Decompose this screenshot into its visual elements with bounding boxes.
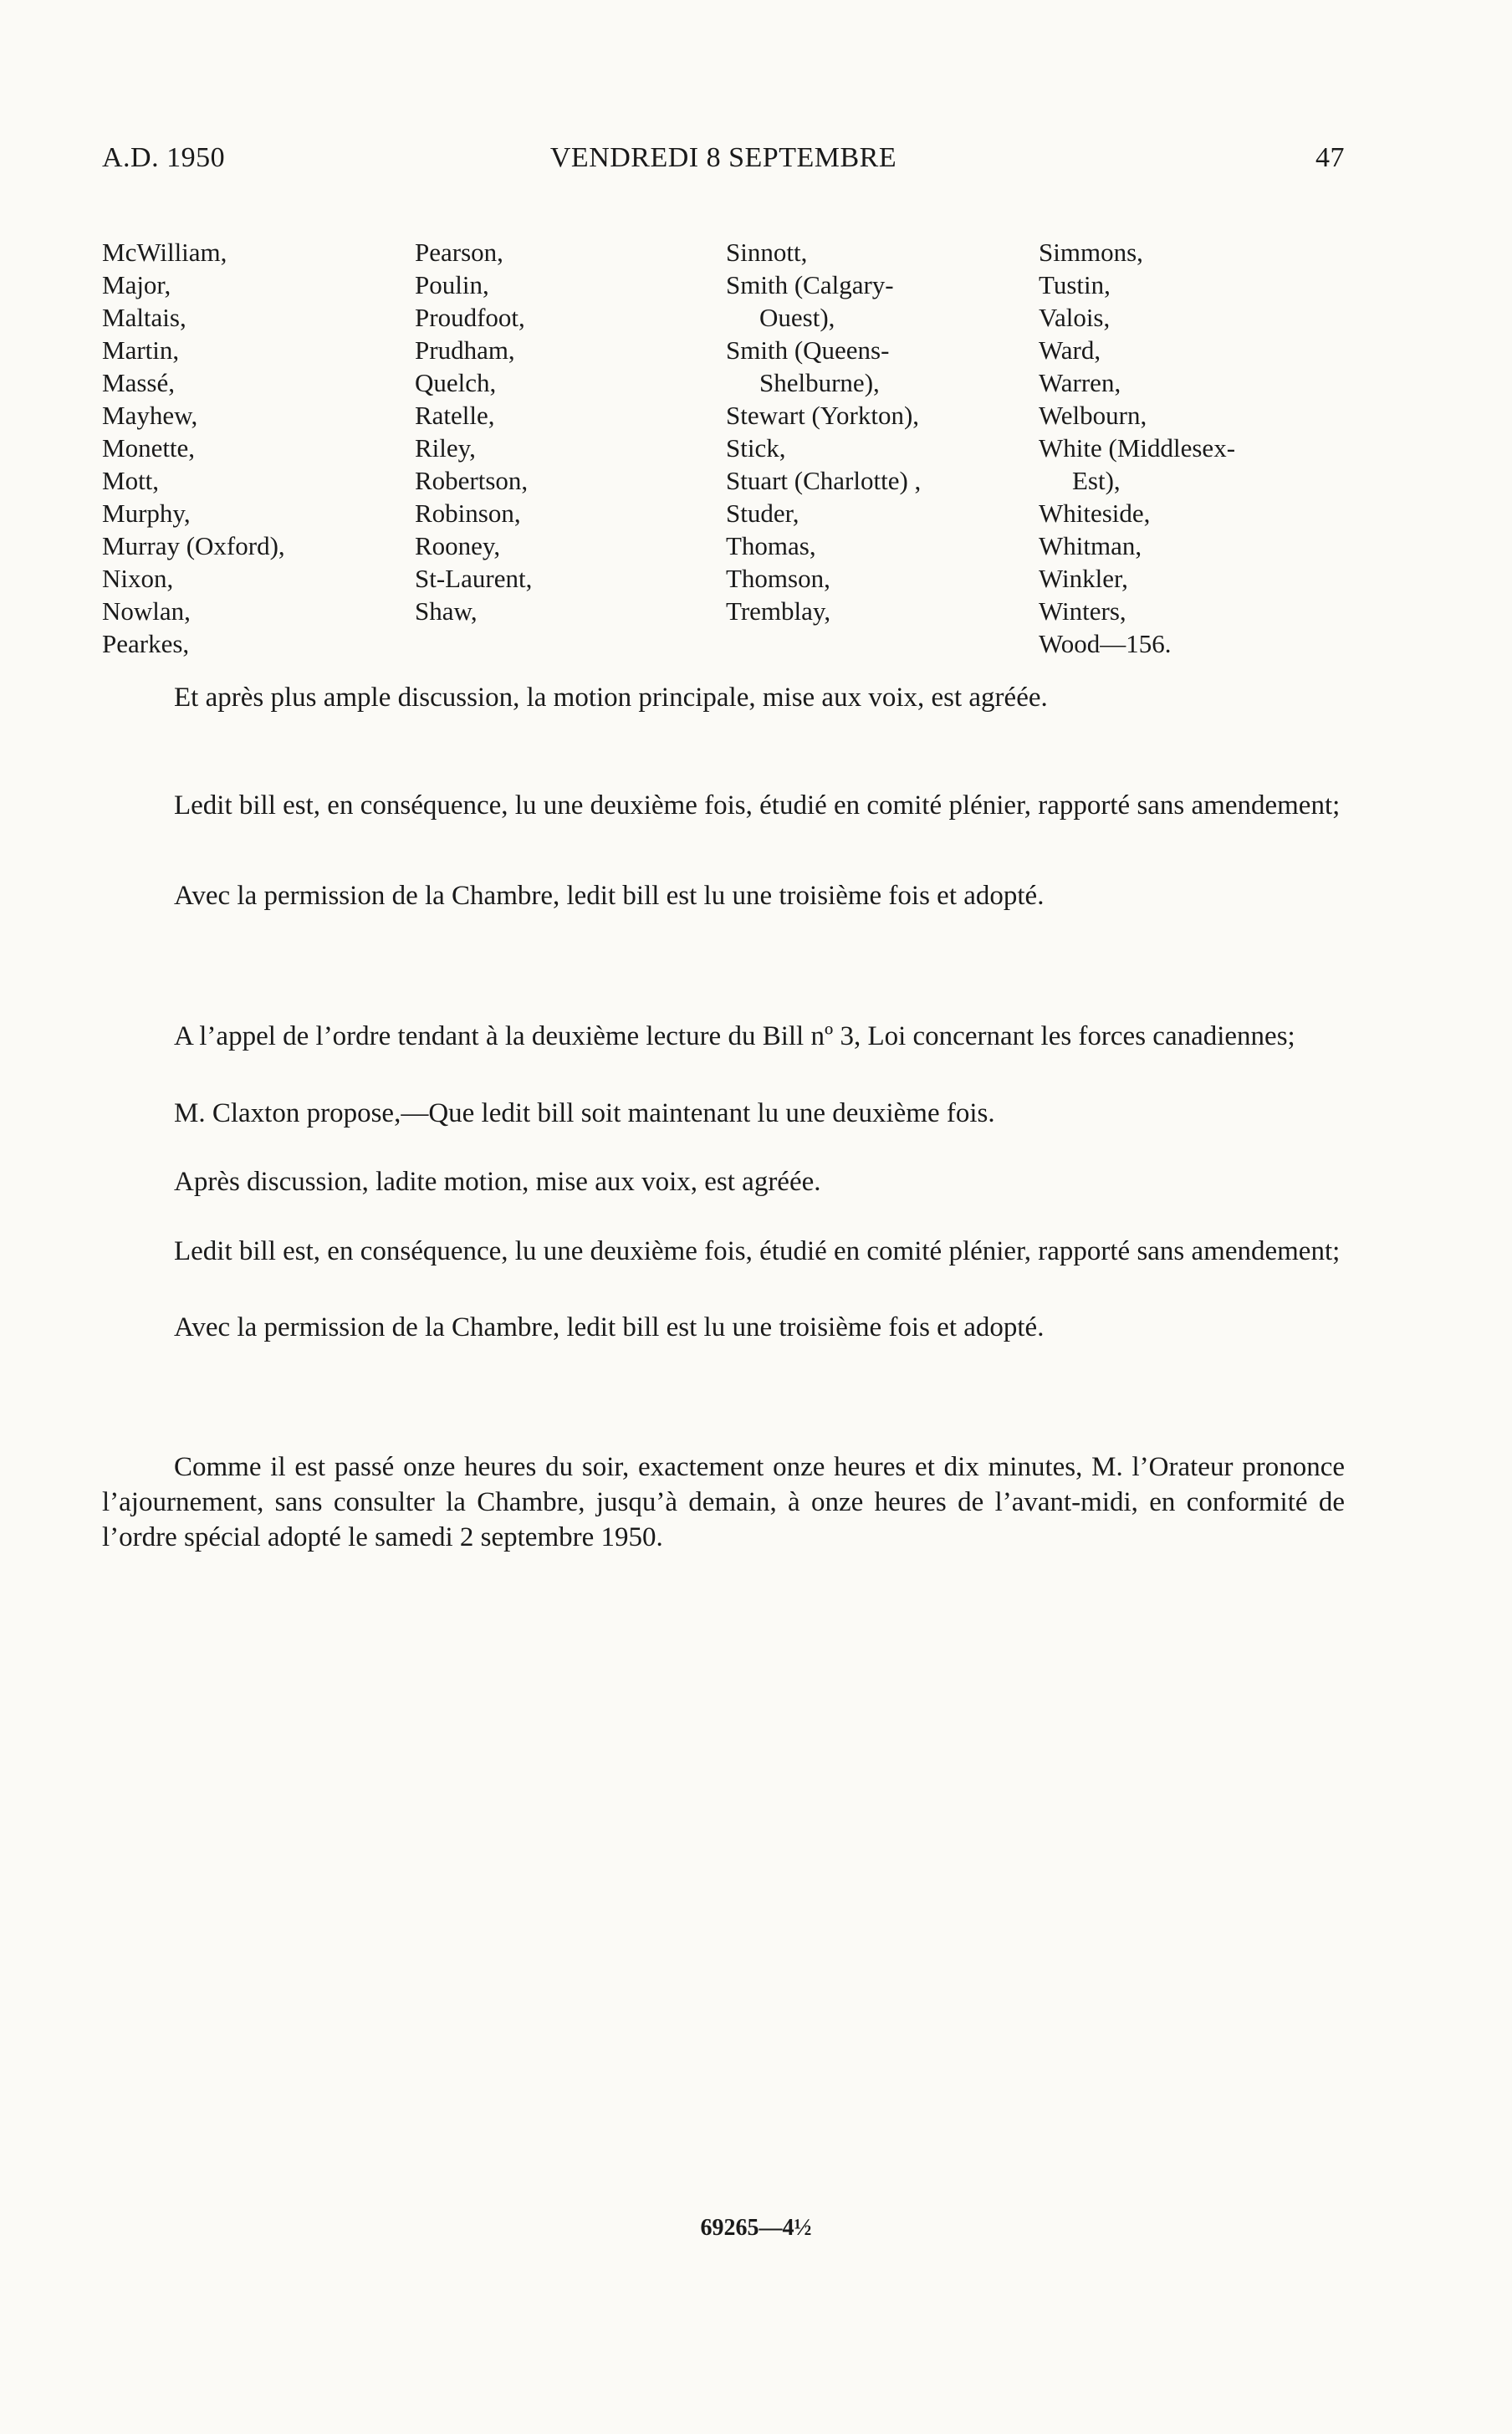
paragraph-text: Avec la permission de la Chambre, ledit bill est lu une troisième fois et adopté. xyxy=(174,1312,1045,1342)
name-entry: Warren, xyxy=(1039,368,1121,397)
name-entry: Robinson, xyxy=(415,499,521,528)
names-column-3 xyxy=(726,236,921,627)
name-entry: Smith (Calgary- xyxy=(726,270,894,299)
page-header xyxy=(102,142,1345,184)
name-entry: Smith (Queens- xyxy=(726,335,890,365)
name-entry: Robertson, xyxy=(415,466,529,495)
name-entry: Prudham, xyxy=(415,335,515,365)
name-entry: Tustin, xyxy=(1039,270,1111,299)
name-entry: Studer, xyxy=(726,499,799,528)
name-entry: Wood—156. xyxy=(1039,629,1172,658)
name-entry: Sinnott, xyxy=(726,238,808,267)
name-entry: Mayhew, xyxy=(102,401,198,430)
name-entry: Welbourn, xyxy=(1039,401,1147,430)
name-entry: Pearson, xyxy=(415,238,503,267)
names-column-2 xyxy=(415,236,532,627)
name-entry: Ward, xyxy=(1039,335,1101,365)
name-entry-continuation: Shelburne), xyxy=(759,368,880,397)
paragraph-claxton-proposes xyxy=(102,1096,1345,1131)
name-entry: St-Laurent, xyxy=(415,564,533,593)
paragraph-second-reading xyxy=(102,788,1345,823)
name-entry-continuation: Est), xyxy=(1072,466,1121,495)
name-entry: McWilliam, xyxy=(102,238,227,267)
names-column-1 xyxy=(102,236,285,660)
paragraph-second-reading-2 xyxy=(102,1234,1345,1269)
name-entry: Rooney, xyxy=(415,531,501,560)
name-entry: White (Middlesex- xyxy=(1039,433,1236,463)
paragraph-text: Et après plus ample discussion, la motion principale, mise aux voix, est agréée. xyxy=(174,683,1048,713)
name-entry: Murphy, xyxy=(102,499,191,528)
name-entry: Massé, xyxy=(102,368,175,397)
name-entry: Maltais, xyxy=(102,303,186,332)
name-entry: Mott, xyxy=(102,466,160,495)
paragraph-text: M. Claxton propose,—Que ledit bill soit maintenant lu une deuxième fois. xyxy=(174,1098,995,1128)
name-entry-continuation: Ouest), xyxy=(759,303,835,332)
name-entry: Poulin, xyxy=(415,270,489,299)
paragraph-adjournment xyxy=(102,1450,1345,1555)
name-entry: Valois, xyxy=(1039,303,1111,332)
name-entry: Quelch, xyxy=(415,368,497,397)
name-entry: Nixon, xyxy=(102,564,174,593)
name-entry: Stuart (Charlotte) , xyxy=(726,466,922,495)
name-entry: Winkler, xyxy=(1039,564,1128,593)
name-entry: Pearkes, xyxy=(102,629,190,658)
paragraph-text: Avec la permission de la Chambre, ledit bill est lu une troisième fois et adopté. xyxy=(174,881,1045,911)
paragraph-motion-agreed xyxy=(102,680,1345,715)
name-entry: Riley, xyxy=(415,433,476,463)
paragraph-third-reading-2 xyxy=(102,1310,1345,1345)
name-entry: Thomas, xyxy=(726,531,816,560)
paragraph-third-reading xyxy=(102,878,1345,913)
header-year: A.D. 1950 xyxy=(102,142,226,173)
name-entry: Whitman, xyxy=(1039,531,1142,560)
paragraph-text: Ledit bill est, en conséquence, lu une deuxième fois, étudié en comité plénier, rapporté sans amendement; xyxy=(174,1236,1341,1266)
name-entry: Ratelle, xyxy=(415,401,495,430)
name-entry: Proudfoot, xyxy=(415,303,525,332)
name-entry: Whiteside, xyxy=(1039,499,1151,528)
paragraph-order-bill-3 xyxy=(102,1019,1345,1054)
name-entry: Nowlan, xyxy=(102,596,191,626)
name-entry: Stick, xyxy=(726,433,786,463)
paragraph-text: Comme il est passé onze heures du soir, exactement onze heures et dix minutes, M. l’Orateur prononce l’ajournement, sans consulter la Chambre, jusqu’à demain, à onze heures de l’avant-midi, en conformité de l’ordre spécial adopté le samedi 2 septembre 1950. xyxy=(102,1452,1345,1552)
header-date: VENDREDI 8 SEPTEMBRE xyxy=(549,142,897,173)
paragraph-motion-agreed-2 xyxy=(102,1164,1345,1199)
paragraph-text: Ledit bill est, en conséquence, lu une deuxième fois, étudié en comité plénier, rapporté sans amendement; xyxy=(174,790,1341,821)
paragraph-text: A l’appel de l’ordre tendant à la deuxième lecture du Bill nº 3, Loi concernant les forces canadiennes; xyxy=(174,1021,1295,1051)
page-footer-code: 69265—4½ xyxy=(700,2215,812,2241)
names-column-4 xyxy=(1039,236,1235,660)
name-entry: Thomson, xyxy=(726,564,830,593)
name-entry: Major, xyxy=(102,270,171,299)
name-entry: Monette, xyxy=(102,433,196,463)
page-number: 47 xyxy=(1315,142,1345,173)
paragraph-text: Après discussion, ladite motion, mise aux voix, est agréée. xyxy=(174,1167,821,1197)
name-entry: Winters, xyxy=(1039,596,1126,626)
name-entry: Murray (Oxford), xyxy=(102,531,285,560)
name-entry: Simmons, xyxy=(1039,238,1143,267)
name-entry: Tremblay, xyxy=(726,596,831,626)
name-entry: Stewart (Yorkton), xyxy=(726,401,920,430)
name-entry: Martin, xyxy=(102,335,180,365)
name-entry: Shaw, xyxy=(415,596,478,626)
